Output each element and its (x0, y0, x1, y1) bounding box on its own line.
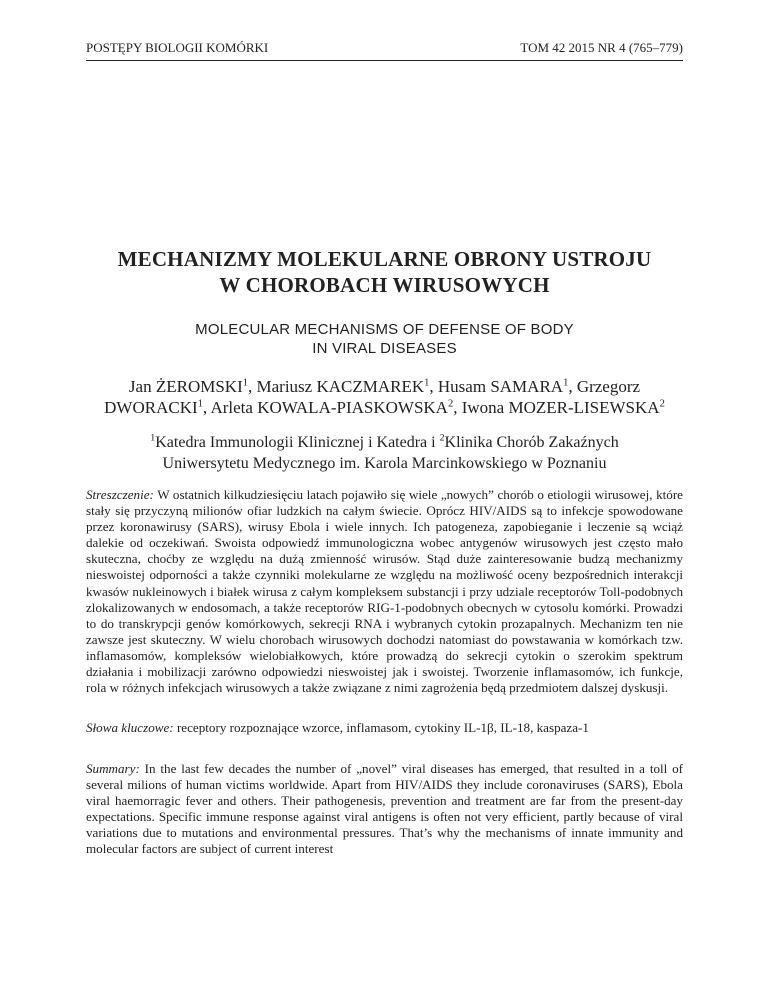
author: Iwona MOZER-LISEWSKA$^2$ (461, 398, 665, 417)
affiliation (86, 432, 683, 474)
title-line-2: W CHOROBACH WIRUSOWYCH (219, 273, 550, 297)
author: Grzegorz DWORACKI$^1$, (104, 377, 641, 417)
issue-info: TOM 42 2015 NR 4 (765–779) (520, 40, 683, 55)
abstract-polish (86, 487, 683, 696)
abstract-english-label: Summary: (86, 761, 140, 776)
english-title (86, 320, 683, 358)
keywords-text: receptory rozpoznające wzorce, inflamasom, cytokiny IL-1β, IL-18, kaspaza-1 (176, 720, 589, 735)
keywords (86, 720, 683, 736)
abstract-english-text: In the last few decades the number of „novel” viral diseases has emerged, that resulted in a toll of several milions of human victims worldwide. Apart from HIV/AIDS they include coronaviruses (SARS), Ebola viral haemorragic fever and others. Their pathogenesis, prevention and treatment are far from the present-day expectations. Specific immune response against viral antigens is often not very efficient, partly because of viral variations due to mutations and environmental pressures. That’s why the mechanisms of innate immunity and molecular factors are subject of current interest (86, 761, 683, 857)
running-header (86, 38, 683, 61)
author: Arleta KOWALA-PIASKOWSKA$^2$, (210, 398, 462, 417)
author: Mariusz KACZMAREK$^1$, (256, 377, 438, 396)
author: Jan ŻEROMSKI$^1$, (128, 377, 257, 396)
english-title-line-2: IN VIRAL DISEASES (312, 340, 457, 357)
english-title-line-1: MOLECULAR MECHANISMS OF DEFENSE OF BODY (195, 321, 574, 338)
article-title (86, 246, 683, 298)
journal-name: POSTĘPY BIOLOGII KOMÓRKI (86, 40, 269, 55)
affiliation-line-2: Uniwersytetu Medycznego im. Karola Marcinkowskiego w Poznaniu (162, 455, 607, 472)
author-list (86, 376, 683, 418)
title-line-1: MECHANIZMY MOLEKULARNE OBRONY USTROJU (117, 247, 652, 271)
affiliation-line-1: $^1$Katedra Immunologii Klinicznej i Katedra i $^2$Klinika Chorób Zakaźnych (150, 432, 619, 451)
keywords-label: Słowa kluczowe: (86, 720, 174, 735)
abstract-english (86, 761, 683, 858)
abstract-polish-label: Streszczenie: (86, 487, 154, 502)
abstract-polish-text: W ostatnich kilkudziesięciu latach pojawiło się wiele „nowych” chorób o etiologii wirusowej, które stały się przyczyną milionów ofiar ludzkich na całym świecie. Oprócz HIV/AIDS są to infekcje spowodowane przez koronawirusy (SARS), wirusy Ebola i wiele innych. Ich patogeneza, zapobieganie i leczenie są wciąż dalekie od oczekiwań. Swoista odpowiedź immunologiczna wobec antygenów wirusowych jest często mało skuteczna, choćby ze względu na dużą zmienność wirusów. Stąd duże zainteresowanie budzą mechanizmy nieswoistej odporności a także czynniki molekularne ze względu na możliwość oceny bezpośrednich interakcji kwasów nukleinowych i białek wirusa z całym kompleksem substancji i przy udziale receptorów Toll-podobnych zlokalizowanych w endosomach, a także receptorów RIG-1-podobnych obecnych w cytosolu komórki. Prowadzi to do transkrypcji genów komórkowych, sekrecji RNA i wybranych cytokin prozapalnych. Mechanizm ten nie zawsze jest skuteczny. W wielu chorobach wirusowych dochodzi natomiast do powstawania w komórkach tzw. inflamasomów, kompleksów wielobiałkowych, które prowadzą do sekrecji cytokin o szerokim spektrum działania i mobilizacji zarówno odpowiedzi nieswoistej jak i swoistej. Tworzenie inflamasomów, ich funkcje, rola w różnych infekcjach wirusowych a także związane z nimi zagrożenia będą przedmiotem dalszej dyskusji. (86, 487, 683, 696)
author: Husam SAMARA$^1$, (437, 377, 577, 396)
